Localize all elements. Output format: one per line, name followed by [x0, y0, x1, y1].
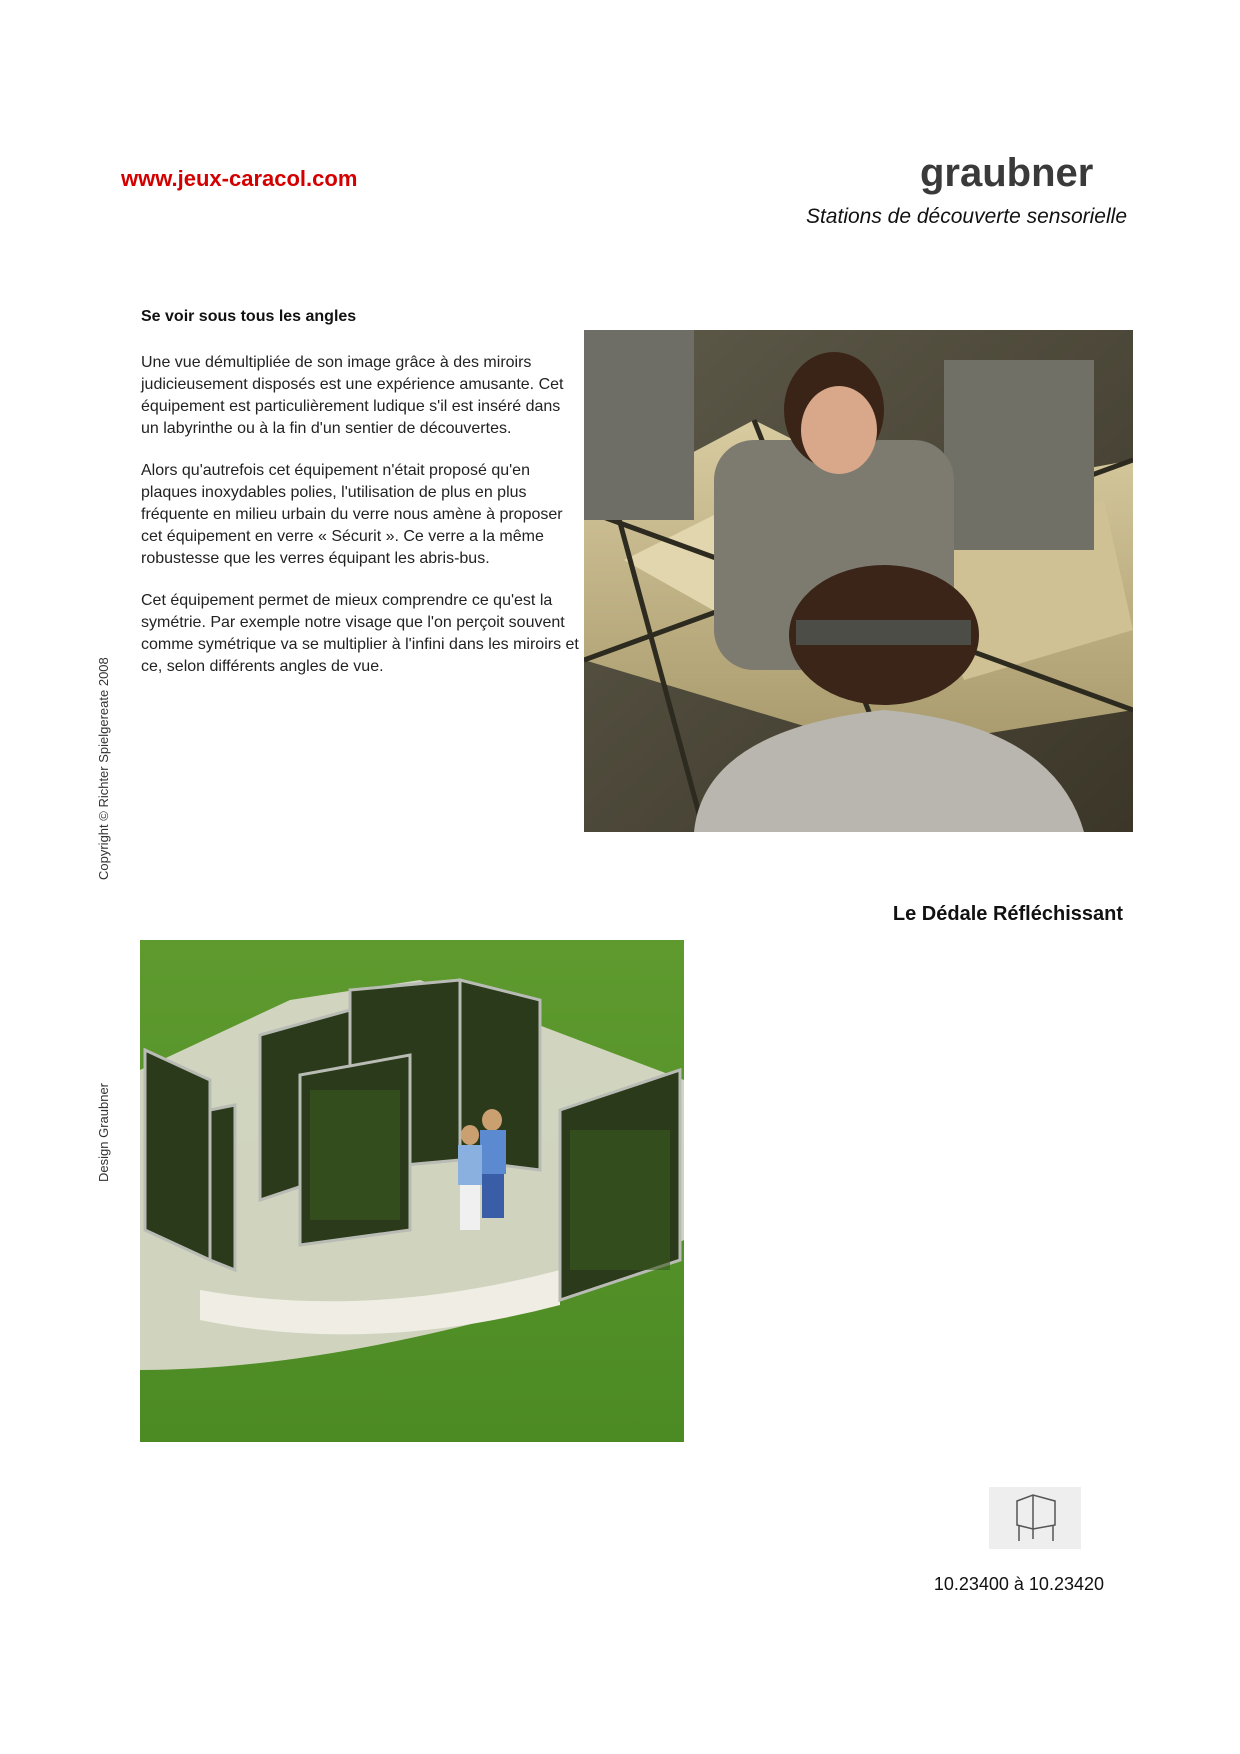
section-heading: Se voir sous tous les angles: [141, 308, 357, 325]
product-name: Le Dédale Réfléchissant: [892, 903, 1123, 925]
paragraph-1: Une vue démultipliée de son image grâce à des miroirs judicieusement disposés est une expérience amusante. Cet équipement est particulièrement ludique s'il est inséré dans un labyrinthe ou à la fin d'un sentier de découvertes.: [141, 354, 564, 437]
website-link[interactable]: www.jeux-caracol.com: [121, 166, 358, 191]
mirror-room-photo: [584, 330, 1133, 832]
product-reference: 10.23400 à 10.23420: [933, 1574, 1104, 1594]
brand-logo: [918, 148, 1128, 200]
mirror-maze-photo: [140, 940, 684, 1442]
copyright-note: Copyright © Richter Spielgereate 2008: [96, 657, 111, 880]
body-text: [141, 352, 581, 698]
design-credit: Design Graubner: [96, 1083, 111, 1182]
brand-text: graubner: [920, 151, 1094, 195]
tagline: Stations de découverte sensorielle: [805, 205, 1127, 228]
paragraph-3: Cet équipement permet de mieux comprendre ce qu'est la symétrie. Par exemple notre visage que l'on perçoit souvent comme symétrique va se multiplier à l'infini dans les miroirs et ce, selon différents angles de vue.: [141, 592, 579, 675]
paragraph-2: Alors qu'autrefois cet équipement n'était proposé qu'en plaques inoxydables polies, l'utilisation de plus en plus fréquente en milieu urbain du verre nous amène à proposer cet équipement en verre « Sécurit ». Ce verre a la même robustesse que les verres équipant les abris-bus.: [141, 462, 563, 567]
product-sketch-thumbnail: [989, 1487, 1081, 1549]
